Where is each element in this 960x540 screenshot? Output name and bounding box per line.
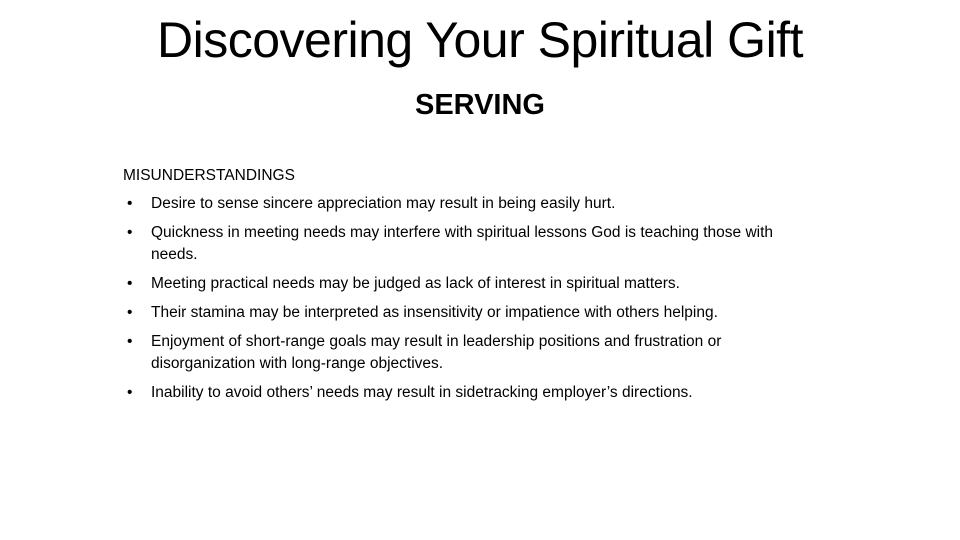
slide-subtitle: SERVING	[414, 89, 545, 121]
bullet-text: Desire to sense sincere appreciation may result in being easily hurt.	[151, 195, 616, 212]
bullet-list	[123, 193, 823, 404]
bullet-icon: •	[127, 275, 133, 292]
bullet-item	[123, 331, 823, 375]
bullet-item	[123, 273, 823, 295]
bullet-text: Inability to avoid others’ needs may result in sidetracking employer’s directions.	[151, 384, 693, 401]
bullet-item	[123, 302, 823, 324]
bullet-icon: •	[127, 333, 133, 350]
bullet-text: Meeting practical needs may be judged as lack of interest in spiritual matters.	[151, 275, 680, 292]
bullet-icon: •	[127, 304, 133, 321]
bullet-icon: •	[127, 384, 133, 401]
bullet-item	[123, 382, 823, 404]
section-heading: MISUNDERSTANDINGS	[123, 167, 295, 184]
slide-title: Discovering Your Spiritual Gift	[157, 12, 803, 68]
bullet-item	[123, 193, 823, 215]
bullet-icon: •	[127, 195, 133, 212]
bullet-text: Their stamina may be interpreted as insensitivity or impatience with others helping.	[151, 304, 718, 321]
bullet-text: Quickness in meeting needs may interfere with spiritual lessons God is teaching those with needs.	[151, 224, 774, 263]
bullet-text: Enjoyment of short-range goals may result in leadership positions and frustration or disorganization with long-range objectives.	[151, 333, 722, 372]
slide-body	[123, 165, 823, 411]
bullet-item	[123, 222, 823, 266]
bullet-icon: •	[127, 224, 133, 241]
